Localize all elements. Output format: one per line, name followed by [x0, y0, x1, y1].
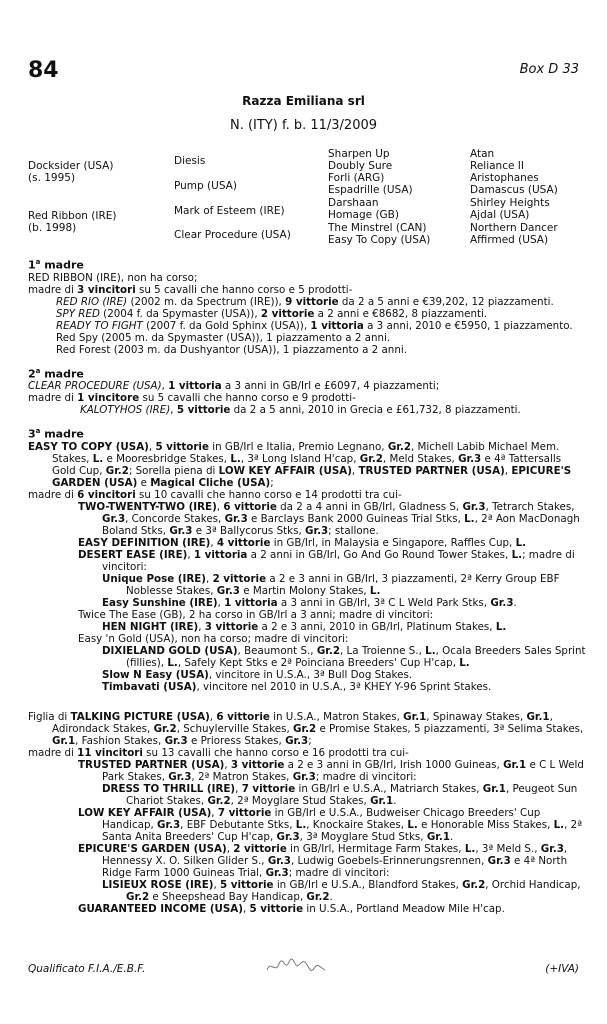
note-line: Twice The Ease (GB), 2 ha corso in GB/Irl a 3 anni; madre di vincitori:: [78, 608, 434, 621]
ped-g4: Shirley Heights: [470, 197, 550, 209]
ped-g3: Doubly Sure: [328, 160, 393, 172]
ped-g2: Diesis: [174, 155, 206, 167]
note-line: Easy 'n Gold (USA), non ha corso; madre di vincitori:: [78, 632, 349, 645]
note-line: EPICURE'S GARDEN (USA), 2 vittorie in GB/Irl, Hermitage Farm Stakes, L., 3ª Meld S., Gr.3, Hennessy X. O. Silken Glider S., Gr.3, Ludwig Goebels-Erinnerungsrennen, Gr.3 e 4ª North Ridge Farm 1000 Guineas Trial, Gr.3; madre di vincitori:: [78, 842, 568, 879]
note-line: HEN NIGHT (IRE), 3 vittorie a 2 e 3 anni, 2010 in GB/Irl, Platinum Stakes, L.: [102, 620, 507, 633]
ped-g4: Reliance II: [470, 160, 524, 172]
note-line: CLEAR PROCEDURE (USA), 1 vittoria a 3 anni in GB/Irl e £6097, 4 piazzamenti;: [28, 380, 440, 393]
box-location: Box D 33: [519, 62, 579, 77]
ped-g2: Mark of Esteem (IRE): [174, 205, 285, 217]
ped-g3: Forli (ARG): [328, 172, 385, 184]
lot-number: 84: [28, 58, 59, 83]
qualification-note: Qualificato F.I.A./E.B.F.: [28, 963, 146, 975]
dam-name: Red Ribbon (IRE): [28, 210, 117, 222]
note-line: Timbavati (USA), vincitore nel 2010 in U.S.A., 3ª KHEY Y-96 Sprint Stakes.: [102, 680, 492, 693]
note-line: TWO-TWENTY-TWO (IRE), 6 vittorie da 2 a 4 anni in GB/Irl, Gladness S, Gr.3, Tetrarch Stakes, Gr.3, Concorde Stakes, Gr.3 e Barclays Bank 2000 Guineas Trial Stks, L., 2ª Aon MacDonagh Boland Stks, Gr.3 e 3ª Ballycorus Stks, Gr.3; stallone.: [78, 500, 580, 537]
note-line: RED RIBBON (IRE), non ha corso;: [28, 271, 198, 284]
note-line: RED RIO (IRE) (2002 m. da Spectrum (IRE)), 9 vittorie da 2 a 5 anni e €39,202, 12 piazzamenti.: [56, 295, 554, 308]
note-line: DRESS TO THRILL (IRE), 7 vittorie in GB/Irl e U.S.A., Matriarch Stakes, Gr.1, Peugeot Sun Chariot Stakes, Gr.2, 2ª Moyglare Stud Stakes, Gr.1.: [102, 782, 578, 807]
note-line: Red Forest (2003 m. da Dushyantor (USA)), 1 piazzamento a 2 anni.: [56, 343, 407, 356]
vat-note: (+IVA): [545, 963, 579, 975]
ped-g3: Espadrille (USA): [328, 184, 413, 196]
third-dam-heading: 3$^a$ madre: [28, 427, 84, 441]
ped-g2: Pump (USA): [174, 180, 237, 192]
note-line: Red Spy (2005 m. da Spymaster (USA)), 1 piazzamento a 2 anni.: [56, 331, 391, 344]
ped-g3: Darshaan: [328, 197, 379, 209]
consignor-name: Razza Emiliana srl: [242, 94, 365, 108]
ped-g4: Northern Dancer: [470, 222, 558, 234]
note-line: madre di 1 vincitore su 5 cavalli che hanno corso e 9 prodotti-: [28, 392, 356, 405]
sire-name: Docksider (USA): [28, 160, 114, 172]
note-line: Slow N Easy (USA), vincitore in U.S.A., 3ª Bull Dog Stakes.: [102, 668, 413, 681]
note-line: madre di 3 vincitori su 5 cavalli che hanno corso e 5 prodotti-: [28, 283, 353, 296]
horse-description: N. (ITY) f. b. 11/3/2009: [229, 118, 378, 133]
note-line: Easy Sunshine (IRE), 1 vittoria a 3 anni in GB/Irl, 3ª C L Weld Park Stks, Gr.3.: [102, 596, 517, 609]
ped-g3: The Minstrel (CAN): [328, 222, 427, 234]
ped-g3: Sharpen Up: [328, 148, 390, 160]
sire-year: (s. 1995): [28, 172, 76, 184]
note-line: Figlia di TALKING PICTURE (USA), 6 vittorie in U.S.A., Matron Stakes, Gr.1, Spinaway Stakes, Gr.1, Adirondack Stakes, Gr.2, Schuylerville Stakes, Gr.2 e Promise Stakes, 5 piazzamenti, 3ª Selima Stakes, Gr.1, Fashion Stakes, Gr.3 e Prioress Stakes, Gr.3;: [28, 710, 584, 747]
note-line: TRUSTED PARTNER (USA), 3 vittorie a 2 e 3 anni in GB/Irl, Irish 1000 Guineas, Gr.1 e C L Weld Park Stakes, Gr.3, 2ª Matron Stakes, Gr.3; madre di vincitori:: [78, 758, 584, 783]
note-line: EASY DEFINITION (IRE), 4 vittorie in GB/Irl, in Malaysia e Singapore, Raffles Cup, L.: [78, 536, 527, 549]
note-line: LISIEUX ROSE (IRE), 5 vittorie in GB/Irl e U.S.A., Blandford Stakes, Gr.2, Orchid Handicap, Gr.2 e Sheepshead Bay Handicap, Gr.2.: [102, 878, 581, 903]
note-line: DIXIELAND GOLD (USA), Beaumont S., Gr.2, La Troienne S., L., Ocala Breeders Sales Sprint (fillies), L., Safely Kept Stks e 2ª Poinciana Breeders' Cup H'cap, L.: [102, 644, 586, 669]
note-line: SPY RED (2004 f. da Spymaster (USA)), 2 vittorie a 2 anni e €8682, 8 piazzamenti.: [56, 307, 488, 320]
ped-g4: Atan: [470, 148, 495, 160]
family-notes: [28, 256, 588, 915]
note-line: EASY TO COPY (USA), 5 vittorie in GB/Irl e Italia, Premio Legnano, Gr.2, Michell Labib Michael Mem. Stakes, L. e Mooresbridge Stakes, L., 3ª Long Island H'cap, Gr.2, Meld Stakes, Gr.3 e 4ª Tattersalls Gold Cup, Gr.2; Sorella piena di LOW KEY AFFAIR (USA), TRUSTED PARTNER (USA), EPICURE'S GARDEN (USA) e Magical Cliche (USA);: [28, 440, 572, 489]
ped-g4: Ajdal (USA): [470, 209, 530, 221]
signature-mark: [265, 956, 327, 976]
ped-g2: Clear Procedure (USA): [174, 229, 291, 241]
ped-g4: Aristophanes: [470, 172, 539, 184]
note-line: GUARANTEED INCOME (USA), 5 vittorie in U.S.A., Portland Meadow Mile H'cap.: [78, 902, 505, 915]
ped-g3: Homage (GB): [328, 209, 399, 221]
ped-g4: Damascus (USA): [470, 184, 558, 196]
note-line: LOW KEY AFFAIR (USA), 7 vittorie in GB/Irl e U.S.A., Budweiser Chicago Breeders' Cup Handicap, Gr.3, EBF Debutante Stks, L., Knockaire Stakes, L. e Honorable Miss Stakes, L., 2ª Santa Anita Breeders' Cup H'cap, Gr.3, 3ª Moyglare Stud Stks, Gr.1.: [78, 806, 583, 843]
note-line: READY TO FIGHT (2007 f. da Gold Sphinx (USA)), 1 vittoria a 3 anni, 2010 e €5950, 1 piazzamento.: [56, 319, 573, 332]
note-line: madre di 11 vincitori su 13 cavalli che hanno corso e 16 prodotti tra cui-: [28, 746, 409, 759]
first-dam-heading: 1$^a$ madre: [28, 258, 84, 272]
note-line: KALOTYHOS (IRE), 5 vittorie da 2 a 5 anni, 2010 in Grecia e £61,732, 8 piazzamenti.: [80, 404, 521, 417]
note-line: DESERT EASE (IRE), 1 vittoria a 2 anni in GB/Irl, Go And Go Round Tower Stakes, L.; madre di vincitori:: [78, 548, 575, 573]
dam-year: (b. 1998): [28, 222, 77, 234]
second-dam-heading: 2$^a$ madre: [28, 366, 84, 381]
ped-g4: Affirmed (USA): [470, 234, 549, 246]
note-line: madre di 6 vincitori su 10 cavalli che hanno corso e 14 prodotti tra cui-: [28, 488, 402, 501]
ped-g3: Easy To Copy (USA): [328, 234, 431, 246]
note-line: Unique Pose (IRE), 2 vittorie a 2 e 3 anni in GB/Irl, 3 piazzamenti, 2ª Kerry Group EBF Noblesse Stakes, Gr.3 e Martin Molony Stakes, L.: [102, 572, 560, 597]
